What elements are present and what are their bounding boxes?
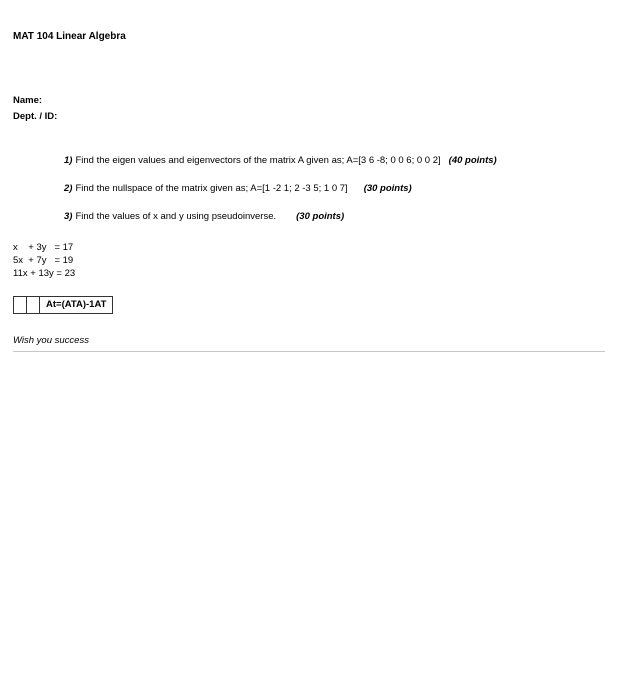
question-number: 1) [64, 155, 73, 166]
equation-1: x + 3y = 17 [13, 242, 74, 253]
equation-3: 11x + 13y = 23 [13, 268, 76, 279]
question-text: Find the eigen values and eigenvectors of the matrix A given as; A=[3 6 -8; 0 0 6; 0 0 2] [75, 155, 441, 166]
course-title: MAT 104 Linear Algebra [13, 31, 126, 42]
dept-id-label: Dept. / ID: [13, 111, 58, 122]
question-points: (40 points) [448, 155, 497, 166]
question-2 [64, 183, 412, 194]
formula-empty-cell [14, 297, 27, 313]
question-text: Find the nullspace of the matrix given as; A=[1 -2 1; 2 -3 5; 1 0 7] [75, 183, 348, 194]
question-number: 2) [64, 183, 73, 194]
question-3 [64, 211, 344, 222]
formula-empty-cell [27, 297, 40, 313]
question-points: (30 points) [296, 211, 345, 222]
pseudoinverse-formula-box [13, 296, 113, 314]
name-label: Name: [13, 95, 43, 106]
question-1 [64, 155, 497, 166]
divider [13, 351, 605, 352]
question-number: 3) [64, 211, 73, 222]
question-points: (30 points) [363, 183, 412, 194]
question-text: Find the values of x and y using pseudoinverse. [75, 211, 277, 222]
closing-message: Wish you success [13, 335, 89, 346]
equation-2: 5x + 7y = 19 [13, 255, 74, 266]
pseudoinverse-formula: At=(ATA)-1AT [46, 299, 107, 310]
